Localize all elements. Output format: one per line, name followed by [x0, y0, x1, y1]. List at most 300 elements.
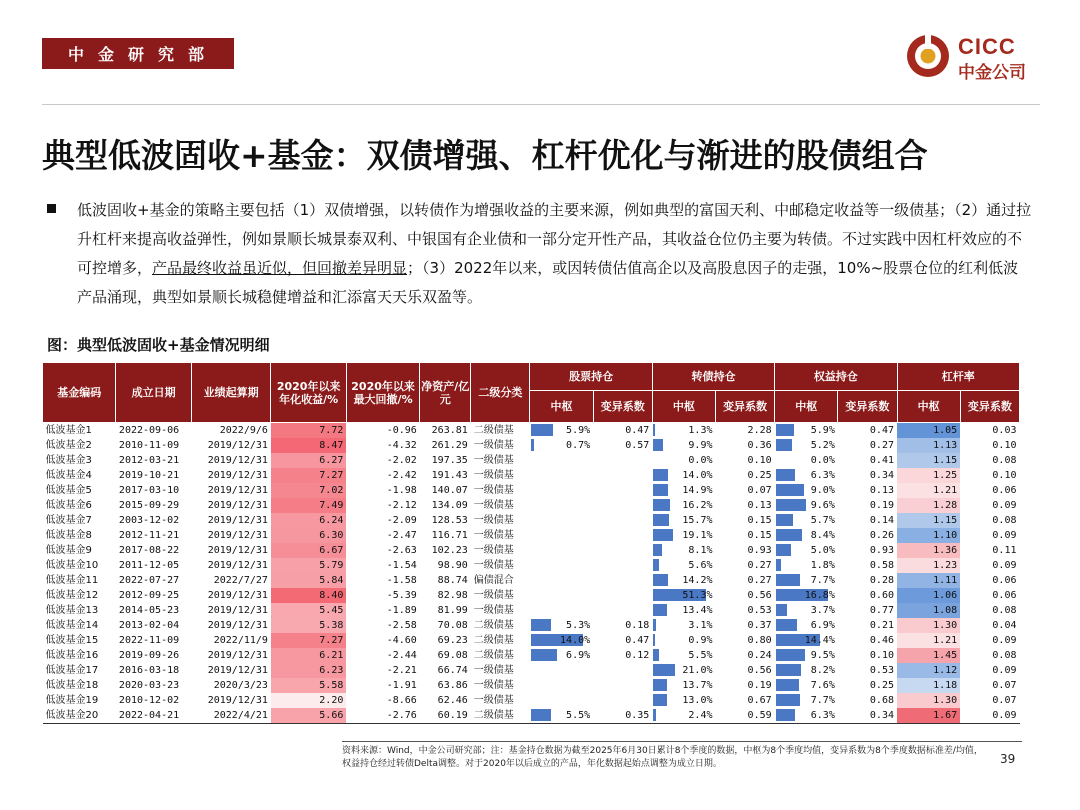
table-cell: [652, 678, 715, 693]
table-cell: -2.42: [386, 470, 417, 481]
table-cell: 0.06: [992, 590, 1017, 601]
holding-bar: [776, 574, 800, 586]
table-row: [43, 513, 1020, 528]
table-cell: 1.23: [897, 558, 960, 573]
header-code: 基金编码: [43, 363, 116, 423]
table-cell: 5.66: [271, 708, 346, 724]
table-cell: 0.10: [869, 650, 894, 661]
table-cell: 0.04: [992, 620, 1017, 631]
table-cell: 低波基金3: [45, 455, 92, 466]
table-cell: 0.27: [747, 575, 772, 586]
holding-bar: [653, 604, 667, 616]
table-cell: 低波基金17: [45, 665, 99, 676]
holding-bar: [776, 694, 800, 706]
table-cell: 0.77: [869, 605, 894, 616]
table-cell: [652, 708, 715, 724]
table-cell: 2019/12/31: [207, 470, 268, 481]
table-cell: 0.35: [593, 708, 652, 724]
cell-value: 0.0%: [810, 455, 835, 466]
table-cell: 1.05: [897, 423, 960, 439]
table-row: [43, 633, 1020, 648]
table-cell: [593, 573, 652, 588]
table-cell: 0.53: [869, 665, 894, 676]
table-cell: 0.80: [747, 635, 772, 646]
table-cell: [593, 513, 652, 528]
table-cell: 2016-03-18: [118, 665, 180, 676]
table-cell: 2019-09-26: [118, 650, 180, 661]
table-cell: 0.10: [992, 440, 1017, 451]
table-cell: 0.37: [747, 620, 772, 631]
cell-value: 5.6%: [688, 560, 713, 571]
table-cell: 0.56: [747, 590, 772, 601]
table-cell: 2011-12-05: [118, 560, 180, 571]
table-cell: [775, 588, 838, 603]
table-cell: 0.08: [992, 455, 1017, 466]
table-cell: 0.58: [869, 560, 894, 571]
cicc-logo-icon: [904, 32, 952, 80]
table-cell: 0.21: [869, 620, 894, 631]
table-cell: [775, 693, 838, 708]
table-row: [43, 678, 1020, 693]
table-cell: 2017-03-10: [118, 485, 180, 496]
table-row: [43, 453, 1020, 468]
table-body: [43, 423, 1020, 724]
table-cell: 128.53: [431, 515, 468, 526]
cell-value: 0.7%: [566, 440, 591, 451]
table-cell: 0.47: [869, 425, 894, 436]
cell-value: 14.4%: [804, 635, 835, 646]
table-cell: 一级债基: [473, 545, 514, 556]
cell-value: 9.9%: [688, 440, 713, 451]
table-cell: [530, 708, 593, 724]
table-cell: 2003-12-02: [118, 515, 180, 526]
table-cell: 0.59: [716, 708, 775, 724]
subheader-median: 中枢: [897, 391, 960, 423]
table-cell: [652, 618, 715, 633]
table-cell: 低波基金9: [45, 545, 92, 556]
table-cell: 二级债基: [473, 425, 514, 436]
table-cell: 0.14: [869, 515, 894, 526]
table-cell: 1.45: [897, 648, 960, 663]
table-cell: 低波基金2: [45, 440, 92, 451]
table-cell: [530, 468, 593, 483]
table-cell: 0.26: [869, 530, 894, 541]
table-row: [43, 648, 1020, 663]
holding-bar: [531, 439, 534, 451]
cell-value: 3.7%: [810, 605, 835, 616]
table-cell: 0.34: [838, 708, 897, 724]
table-cell: [530, 543, 593, 558]
cell-value: 8.2%: [810, 665, 835, 676]
paragraph-text-1: 低波固收+基金的策略主要包括（1）双债增强，以转债作为增强收益的主要来源，例如典型的富国天利、中邮稳定收益等一级债基；（2）通过拉升杠杆来提高收益弹性，例如景顺长城景泰双利、中银国有企业债和一部分定开性产品，其收益仓位仍主要为转债。不过实践中因杠杆效应的不可控增多，: [77, 201, 1032, 277]
header-equity: 权益持仓: [775, 363, 897, 391]
cell-value: 51.3%: [682, 590, 713, 601]
table-cell: 二级债基: [473, 650, 514, 661]
cell-value: 6.3%: [810, 470, 835, 481]
table-cell: 63.86: [437, 680, 468, 691]
table-row: [43, 618, 1020, 633]
table-cell: 1.28: [897, 498, 960, 513]
header-divider: [42, 104, 1040, 105]
cell-value: 9.6%: [810, 500, 835, 511]
table-cell: 0.15: [747, 515, 772, 526]
table-cell: 2019/12/31: [207, 560, 268, 571]
holding-bar: [531, 619, 551, 631]
table-cell: [775, 603, 838, 618]
page-number: 39: [1000, 752, 1016, 766]
table-cell: 1.21: [897, 633, 960, 648]
header-start: 业绩起算期: [191, 363, 271, 423]
cell-value: 14.9%: [682, 485, 713, 496]
table-cell: 0.41: [869, 455, 894, 466]
holding-bar: [653, 649, 659, 661]
cell-value: 0.9%: [688, 635, 713, 646]
table-cell: 2022/7/27: [213, 575, 268, 586]
cell-value: 5.9%: [810, 425, 835, 436]
table-cell: 1.36: [897, 543, 960, 558]
table-cell: 低波基金18: [45, 680, 99, 691]
holding-bar: [653, 544, 661, 556]
table-cell: [652, 453, 715, 468]
table-cell: [530, 528, 593, 543]
cell-value: 8.4%: [810, 530, 835, 541]
table-cell: [775, 558, 838, 573]
holding-bar: [653, 529, 672, 541]
table-cell: [775, 708, 838, 724]
subheader-cv: 变异系数: [593, 391, 652, 423]
table-cell: 0.09: [992, 530, 1017, 541]
table-cell: 低波基金13: [45, 605, 99, 616]
table-cell: 0.07: [992, 680, 1017, 691]
table-cell: 140.07: [431, 485, 468, 496]
fund-table: [42, 362, 1020, 724]
subheader-cv: 变异系数: [716, 391, 775, 423]
table-cell: 6.24: [271, 513, 346, 528]
table-cell: 0.36: [747, 440, 772, 451]
table-cell: 低波基金7: [45, 515, 92, 526]
table-cell: -1.58: [386, 575, 417, 586]
table-cell: 1.18: [897, 678, 960, 693]
table-cell: 0.93: [869, 545, 894, 556]
table-cell: 2019/12/31: [207, 455, 268, 466]
table-cell: -2.76: [346, 708, 419, 724]
table-cell: 1.25: [897, 468, 960, 483]
table-row: [43, 438, 1020, 453]
subheader-cv: 变异系数: [960, 391, 1019, 423]
table-cell: [775, 453, 838, 468]
table-cell: [775, 663, 838, 678]
table-cell: [652, 438, 715, 453]
table-cell: 0.18: [625, 620, 650, 631]
table-cell: 116.71: [431, 530, 468, 541]
table-cell: 一级债基: [473, 485, 514, 496]
table-cell: 一级债基: [473, 590, 514, 601]
table-cell: 6.23: [271, 663, 346, 678]
table-cell: 0.15: [747, 530, 772, 541]
table-cell: 102.23: [431, 545, 468, 556]
cell-value: 2.4%: [688, 710, 713, 721]
cell-value: 5.9%: [566, 425, 591, 436]
table-cell: 偏债混合: [473, 575, 514, 586]
table-cell: [775, 468, 838, 483]
holding-bar: [653, 514, 669, 526]
cell-value: 16.2%: [682, 500, 713, 511]
table-cell: 1.67: [897, 708, 960, 724]
holding-bar: [776, 544, 792, 556]
table-cell: 60.19: [420, 708, 471, 724]
header-nav: 净资产/亿元: [420, 363, 471, 423]
table-cell: 2022/11/9: [213, 635, 268, 646]
subheader-median: 中枢: [530, 391, 593, 423]
cell-value: 6.3%: [810, 710, 835, 721]
table-cell: 2019/12/31: [207, 620, 268, 631]
cell-value: 5.3%: [566, 620, 591, 631]
table-cell: [775, 633, 838, 648]
table-cell: 一级债基: [473, 665, 514, 676]
table-cell: [593, 678, 652, 693]
table-cell: [530, 498, 593, 513]
table-cell: 263.81: [431, 425, 468, 436]
table-cell: [652, 588, 715, 603]
table-row: [43, 543, 1020, 558]
table-cell: 70.08: [437, 620, 468, 631]
table-cell: 2022/9/6: [219, 425, 268, 436]
footnote-divider: [342, 741, 1022, 742]
table-cell: 一级债基: [473, 440, 514, 451]
table-row: [43, 498, 1020, 513]
table-cell: [652, 663, 715, 678]
bullet-square-icon: [47, 204, 56, 213]
holding-bar: [653, 709, 655, 721]
table-row: [43, 573, 1020, 588]
holding-bar: [776, 709, 796, 721]
header-class: 二级分类: [471, 363, 530, 423]
table-cell: 2010-12-02: [118, 695, 180, 706]
cell-value: 13.7%: [682, 680, 713, 691]
table-cell: 二级债基: [473, 635, 514, 646]
table-cell: 0.46: [869, 635, 894, 646]
table-cell: 低波基金15: [45, 635, 99, 646]
table-cell: 1.06: [897, 588, 960, 603]
table-cell: [652, 483, 715, 498]
figure-title: 图：典型低波固收+基金情况明细: [47, 336, 270, 354]
table-cell: 2019/12/31: [207, 530, 268, 541]
table-cell: [775, 648, 838, 663]
table-row: [43, 528, 1020, 543]
holding-bar: [653, 424, 655, 436]
table-cell: 261.29: [431, 440, 468, 451]
table-cell: [652, 603, 715, 618]
table-cell: 8.40: [271, 588, 346, 603]
table-cell: [652, 423, 715, 439]
table-cell: -4.32: [386, 440, 417, 451]
cell-value: 7.7%: [810, 695, 835, 706]
table-cell: [775, 513, 838, 528]
table-cell: 5.84: [271, 573, 346, 588]
table-cell: [652, 558, 715, 573]
table-cell: 197.35: [431, 455, 468, 466]
table-cell: 2022/4/21: [191, 708, 271, 724]
table-cell: 2.28: [747, 425, 772, 436]
table-cell: [775, 678, 838, 693]
table-cell: [593, 453, 652, 468]
table-cell: 1.30: [897, 693, 960, 708]
table-cell: 0.19: [747, 680, 772, 691]
table-cell: [530, 453, 593, 468]
table-cell: -2.47: [386, 530, 417, 541]
table-cell: 2019/12/31: [207, 665, 268, 676]
header-return: 2020年以来年化收益/%: [271, 363, 346, 423]
table-cell: 191.43: [431, 470, 468, 481]
table-cell: 低波基金19: [45, 695, 99, 706]
table-cell: [652, 528, 715, 543]
cell-value: 13.4%: [682, 605, 713, 616]
cell-value: 9.0%: [810, 485, 835, 496]
holding-bar: [653, 439, 663, 451]
table-cell: 62.46: [437, 695, 468, 706]
table-cell: 0.10: [747, 455, 772, 466]
table-cell: 低波基金5: [45, 485, 92, 496]
holding-bar: [776, 664, 802, 676]
table-cell: [530, 558, 593, 573]
table-cell: [530, 423, 593, 439]
table-row: [43, 483, 1020, 498]
holding-bar: [776, 514, 794, 526]
table-cell: [593, 498, 652, 513]
cell-value: 14.0%: [560, 635, 591, 646]
table-cell: [530, 588, 593, 603]
table-cell: 低波基金20: [43, 708, 116, 724]
table-cell: 2012-09-25: [118, 590, 180, 601]
cell-value: 5.2%: [810, 440, 835, 451]
table-cell: [530, 648, 593, 663]
table-cell: 0.93: [747, 545, 772, 556]
table-cell: 1.21: [897, 483, 960, 498]
table-cell: [530, 483, 593, 498]
table-row: [43, 468, 1020, 483]
table-cell: 5.45: [271, 603, 346, 618]
cell-value: 8.1%: [688, 545, 713, 556]
table-cell: 7.27: [271, 468, 346, 483]
table-cell: 2019/12/31: [207, 545, 268, 556]
table-cell: [530, 513, 593, 528]
cell-value: 19.1%: [682, 530, 713, 541]
table-cell: 0.07: [992, 695, 1017, 706]
table-cell: 二级债基: [471, 708, 530, 724]
cell-value: 5.0%: [810, 545, 835, 556]
subheader-median: 中枢: [775, 391, 838, 423]
table-cell: 一级债基: [473, 530, 514, 541]
table-cell: -2.09: [386, 515, 417, 526]
table-cell: [652, 633, 715, 648]
table-cell: 0.25: [869, 680, 894, 691]
table-cell: -1.54: [386, 560, 417, 571]
holding-bar: [776, 469, 796, 481]
table-cell: 低波基金6: [45, 500, 92, 511]
holding-bar: [653, 679, 667, 691]
table-cell: 2022-04-21: [116, 708, 191, 724]
table-cell: 2022-07-27: [118, 575, 180, 586]
header-convertible: 转债持仓: [652, 363, 774, 391]
table-cell: 低波基金11: [45, 575, 99, 586]
cell-value: 0.0%: [688, 455, 713, 466]
subheader-median: 中枢: [652, 391, 715, 423]
cell-value: 14.0%: [682, 470, 713, 481]
table-cell: [530, 663, 593, 678]
table-cell: 0.08: [992, 515, 1017, 526]
holding-bar: [653, 484, 668, 496]
table-cell: 1.15: [897, 513, 960, 528]
table-cell: 0.09: [992, 560, 1017, 571]
table-cell: [775, 438, 838, 453]
holding-bar: [531, 649, 557, 661]
table-cell: 0.09: [992, 500, 1017, 511]
table-cell: 1.30: [897, 618, 960, 633]
table-cell: 0.27: [869, 440, 894, 451]
table-cell: 2012-11-21: [118, 530, 180, 541]
table-cell: 2019-10-21: [118, 470, 180, 481]
table-cell: -4.60: [386, 635, 417, 646]
table-cell: 0.24: [747, 650, 772, 661]
table-cell: [593, 693, 652, 708]
cicc-logo: [904, 32, 1044, 83]
department-tag: 中金研究部: [42, 38, 234, 69]
table-cell: 6.67: [271, 543, 346, 558]
table-cell: [775, 528, 838, 543]
holding-bar: [653, 574, 667, 586]
table-cell: 0.53: [747, 605, 772, 616]
table-cell: 2010-11-09: [118, 440, 180, 451]
table-cell: 69.08: [437, 650, 468, 661]
fund-table-wrapper: [42, 362, 1020, 724]
table-cell: [530, 693, 593, 708]
table-cell: [530, 678, 593, 693]
cell-value: 15.7%: [682, 515, 713, 526]
table-cell: [652, 648, 715, 663]
table-row: [43, 693, 1020, 708]
table-cell: 2022-11-09: [118, 635, 180, 646]
cell-value: 6.9%: [810, 620, 835, 631]
cell-value: 5.5%: [688, 650, 713, 661]
table-cell: 一级债基: [473, 515, 514, 526]
holding-bar: [776, 679, 800, 691]
table-cell: [775, 618, 838, 633]
table-cell: [530, 573, 593, 588]
holding-bar: [776, 559, 782, 571]
table-cell: 2020/3/23: [213, 680, 268, 691]
cell-value: 3.1%: [688, 620, 713, 631]
cell-value: 13.0%: [682, 695, 713, 706]
table-cell: 0.19: [869, 500, 894, 511]
footnote: 资料来源：Wind，中金公司研究部；注：基金持仓数据为截至2025年6月30日累计8个季度的数据，中枢为8个季度均值，变异系数为8个季度数据标准差/均值，权益持仓经过转债Delta调整。对于2020年以后成立的产品，年化数据起始点调整为成立日期。: [342, 746, 983, 769]
table-row: [43, 663, 1020, 678]
cell-value: 21.0%: [682, 665, 713, 676]
table-cell: 0.57: [625, 440, 650, 451]
table-cell: -2.44: [386, 650, 417, 661]
table-row: [43, 588, 1020, 603]
table-cell: 二级债基: [473, 620, 514, 631]
table-cell: [593, 483, 652, 498]
table-cell: -1.91: [386, 680, 417, 691]
table-cell: [652, 498, 715, 513]
cell-value: 9.5%: [810, 650, 835, 661]
holding-bar: [776, 499, 806, 511]
table-cell: 7.49: [271, 498, 346, 513]
table-cell: [652, 513, 715, 528]
holding-bar: [653, 694, 666, 706]
table-cell: 7.27: [271, 633, 346, 648]
table-cell: 7.02: [271, 483, 346, 498]
